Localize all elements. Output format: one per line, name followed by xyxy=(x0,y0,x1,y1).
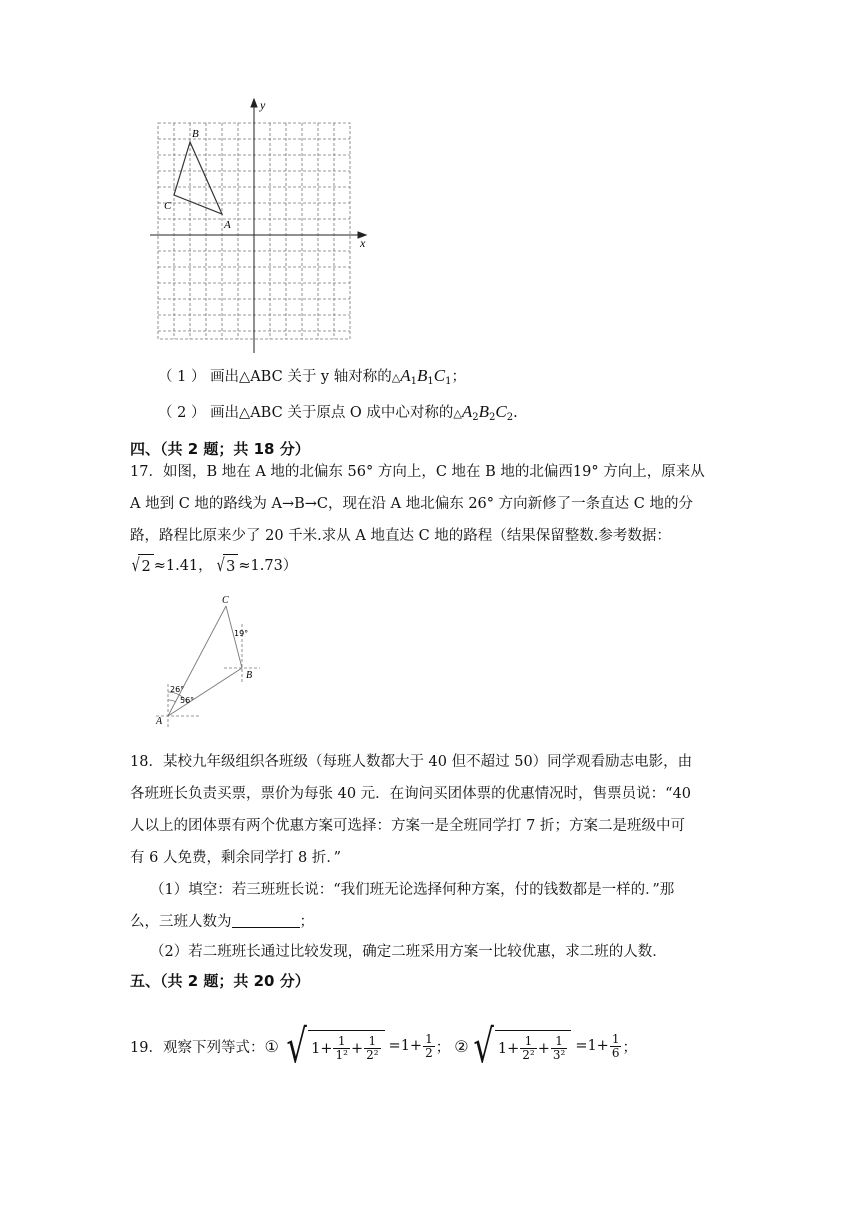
fraction: $\frac{1}{\text{2²}}$ xyxy=(366,1034,379,1062)
section-five-heading: 五、（共 2 题；共 20 分） xyxy=(130,972,310,990)
vertex-a2: A xyxy=(461,402,473,421)
sqrt-3 xyxy=(215,554,239,577)
q16-part2-number: （ 2 ） xyxy=(158,405,206,421)
label-b: B xyxy=(192,128,199,140)
fraction: $\frac{1}{6}$ xyxy=(611,1031,620,1060)
q16-part2 xyxy=(158,402,518,428)
angle-56: 56° xyxy=(180,696,195,705)
fill-prompt: 么，三班人数为 xyxy=(130,914,232,930)
approx-value: ≈1.73） xyxy=(238,557,298,574)
fraction: $\frac{1}{\text{3²}}$ xyxy=(552,1034,566,1062)
rhs: =1+ xyxy=(575,1038,609,1054)
radicand xyxy=(495,1030,571,1062)
y-axis-label: y xyxy=(260,98,266,112)
sqrt-expression-2 xyxy=(469,1019,572,1073)
subscript: 1 xyxy=(427,376,434,387)
marker-2: ② xyxy=(454,1036,469,1056)
triangle-symbol: △ xyxy=(391,371,401,384)
plus: + xyxy=(537,1040,550,1057)
q18-part1-line1: （1）填空：若三班班长说：“我们班无论选择何种方案，付的钱数都是一样的．”那 xyxy=(150,882,675,898)
q16-part2-text: 画出△ABC 关于原点 O 成中心对称的 xyxy=(210,405,454,421)
term: 1+ xyxy=(497,1040,520,1057)
sqrt-expression-1 xyxy=(282,1019,385,1073)
radicand: 3 xyxy=(223,554,238,577)
subscript: 2 xyxy=(489,412,496,423)
angle-19: 19° xyxy=(234,629,249,638)
vertex-c2: C xyxy=(495,402,507,421)
q17-line4 xyxy=(130,554,297,577)
fraction: $\frac{1}{2}$ xyxy=(425,1031,433,1060)
q16-part1-text: 画出△ABC 关于 y 轴对称的 xyxy=(210,369,392,385)
label-c: C xyxy=(164,200,172,212)
punctuation: . xyxy=(513,405,518,421)
fraction: $\frac{1}{\text{2²}}$ xyxy=(522,1034,535,1062)
q18-line1: 18．某校九年级组织各班级（每班人数都大于 40 但不超过 50）同学观看励志电影，由 xyxy=(130,754,693,770)
approx-value: ≈1.41， xyxy=(153,557,213,574)
q19-lead: 19．观察下列等式： xyxy=(130,1039,265,1056)
segment-ac xyxy=(168,606,226,716)
q18-line4: 有 6 人免费，剩余同学打 8 折．” xyxy=(130,850,342,866)
punctuation: ； xyxy=(622,1039,637,1056)
plus: + xyxy=(350,1040,364,1057)
x-axis-label: x xyxy=(360,236,366,250)
label-c: C xyxy=(222,595,229,606)
subscript: 2 xyxy=(506,412,514,423)
q18-part1-line2 xyxy=(130,912,314,932)
vertex-c1: C xyxy=(433,366,446,385)
radicand: 2 xyxy=(138,554,153,577)
q18-line3: 人以上的团体票有两个优惠方案可选择：方案一是全班同学打 7 折；方案二是班级中可 xyxy=(130,818,685,834)
q17-line3: 路，路程比原来少了 20 千米.求从 A 地直达 C 地的路程（结果保留整数.参考数据： xyxy=(130,528,671,544)
radicand xyxy=(308,1030,384,1062)
angle-26: 26° xyxy=(170,685,185,694)
q16-part1-number: （ 1 ） xyxy=(158,369,206,385)
coordinate-grid-figure xyxy=(150,95,375,360)
label-b: B xyxy=(246,670,253,681)
section-four-heading: 四、（共 2 题；共 18 分） xyxy=(130,440,310,458)
q17-direction-figure xyxy=(150,592,270,732)
punctuation: ； xyxy=(451,369,466,385)
q19-equations xyxy=(130,1018,637,1074)
q18-part2: （2）若二班班长通过比较发现，确定二班采用方案一比较优惠，求二班的人数． xyxy=(150,944,667,960)
term: 1+ xyxy=(311,1040,333,1057)
radical-sign: √ xyxy=(286,1019,307,1073)
subscript: 2 xyxy=(472,412,479,423)
triangle-symbol: △ xyxy=(453,407,462,420)
sqrt-2 xyxy=(130,554,154,577)
fraction: $\frac{1}{\text{1²}}$ xyxy=(335,1034,348,1062)
rhs: =1+ xyxy=(388,1038,423,1054)
label-a: A xyxy=(156,716,163,727)
answer-blank[interactable] xyxy=(232,913,300,928)
label-a: A xyxy=(224,219,231,231)
radical-sign: √ xyxy=(472,1019,494,1073)
q17-line1: 17．如图，B 地在 A 地的北偏东 56° 方向上，C 地在 B 地的北偏西19° 方向上，原来从 xyxy=(130,464,705,480)
q16-part1 xyxy=(158,366,466,392)
q18-line2: 各班班长负责买票，票价为每张 40 元．在询问买团体票的优惠情况时，售票员说：“40 xyxy=(130,786,692,802)
subscript: 1 xyxy=(445,376,452,387)
radical-sign: √ xyxy=(216,554,225,576)
punctuation: ； xyxy=(299,914,314,930)
subscript: 1 xyxy=(410,376,417,387)
vertex-b2: B xyxy=(478,402,490,421)
q17-line2: A 地到 C 地的路线为 A→B→C，现在沿 A 地北偏东 26° 方向新修了一条直达 C 地的分 xyxy=(130,496,693,512)
radical-sign: √ xyxy=(131,554,140,576)
marker-1: ① xyxy=(264,1036,279,1056)
vertex-a1: A xyxy=(400,366,411,385)
separator: ； xyxy=(435,1039,451,1056)
vertex-b1: B xyxy=(416,366,428,385)
